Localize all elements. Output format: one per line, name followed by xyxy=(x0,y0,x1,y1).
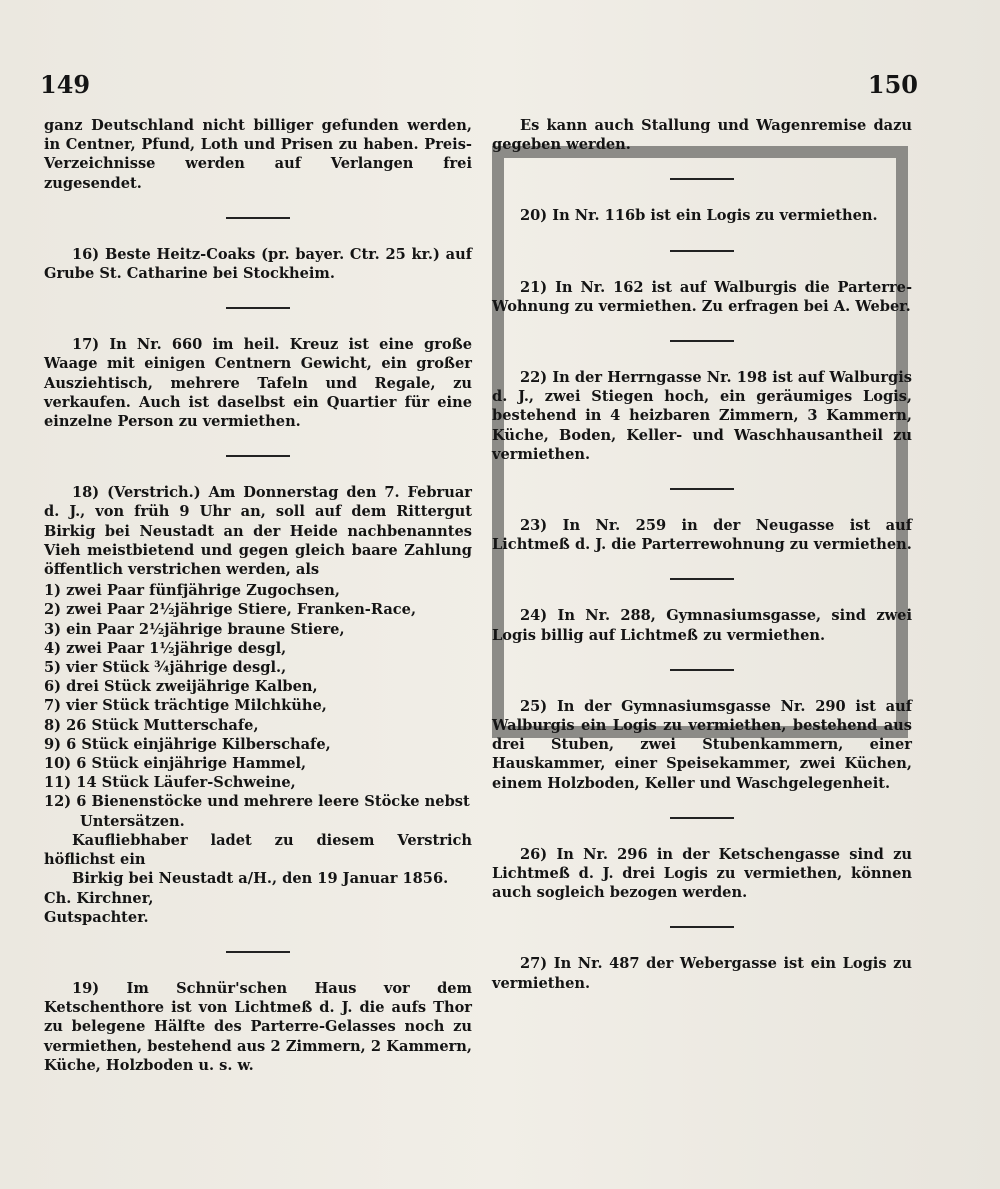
list-item: 5) vier Stück ¾jährige desgl., xyxy=(44,659,287,677)
separator xyxy=(670,178,734,180)
separator xyxy=(670,817,734,819)
separator xyxy=(670,488,734,490)
ad-19: 19) Im Schnür'schen Haus vor dem Ketschenthore ist von Lichtmeß d. J. die aufs Thor zu belegene Hälfte des Parterre-Gelasses noch zu vermiethen, bestehend aus 2 Zimmern, 2 Kammern, Küche, Holzboden u. s. w. xyxy=(44,979,472,1074)
list-item: 3) ein Paar 2½jährige braune Stiere, xyxy=(44,620,345,638)
ad-23: 23) In Nr. 259 in der Neugasse ist auf Lichtmeß d. J. die Parterrewohnung zu vermiethen. xyxy=(492,517,912,554)
ad-17: 17) In Nr. 660 im heil. Kreuz ist eine große Waage mit einigen Centnern Gewicht, ein großer Ausziehtisch, mehrere Tafeln und Regale, zu verkaufen. Auch ist daselbst ein Quartier für eine einzelne Person zu vermiethen. xyxy=(44,336,472,431)
ad-21: 21) In Nr. 162 ist auf Walburgis die Parterre-Wohnung zu vermiethen. Zu erfragen bei A. Weber. xyxy=(492,278,912,315)
ad-16: 16) Beste Heitz-Coaks (pr. bayer. Ctr. 25 kr.) auf Grube St. Catharine bei Stockheim. xyxy=(44,245,472,283)
list-item: 8) 26 Stück Mutterschafe, xyxy=(44,716,259,734)
livestock-list xyxy=(44,581,472,831)
ad-22: 22) In der Herrngasse Nr. 198 ist auf Walburgis d. J., zwei Stiegen hoch, ein geräumiges Logis, bestehend in 4 heizbaren Zimmern, 3 Kammern, Küche, Boden, Keller- und Waschhausantheil zu vermiethen. xyxy=(492,369,912,463)
list-item: 10) 6 Stück einjährige Hammel, xyxy=(44,755,307,773)
intro-paragraph: Es kann auch Stallung und Wagenremise dazu gegeben werden. xyxy=(492,117,912,154)
separator xyxy=(226,951,290,953)
separator xyxy=(670,926,734,928)
page-number-right: 150 xyxy=(867,70,918,99)
intro-paragraph: ganz Deutschland nicht billiger gefunden werden, in Centner, Pfund, Loth und Prisen zu haben. Preis-Verzeichnisse werden auf Verlangen frei zugesendet. xyxy=(44,117,472,192)
separator xyxy=(670,578,734,580)
list-item: 4) zwei Paar 1½jährige desgl, xyxy=(44,639,287,657)
list-item: Untersätzen. xyxy=(80,812,185,830)
list-item: 11) 14 Stück Läufer-Schweine, xyxy=(44,774,296,792)
list-item: 7) vier Stück trächtige Milchkühe, xyxy=(44,697,327,715)
separator xyxy=(226,455,290,457)
ad-18-signature-title: Gutspachter. xyxy=(44,908,149,926)
ad-20: 20) In Nr. 116b ist ein Logis zu vermiethen. xyxy=(520,207,878,225)
ad-18-closing: Kaufliebhaber ladet zu diesem Verstrich höflichst ein xyxy=(44,831,472,869)
list-item: 9) 6 Stück einjährige Kilberschafe, xyxy=(44,735,331,753)
list-item: 2) zwei Paar 2½jährige Stiere, Franken-Race, xyxy=(44,601,417,619)
separator xyxy=(670,340,734,342)
ad-18-signature-name: Ch. Kirchner, xyxy=(44,889,154,907)
separator xyxy=(670,669,734,671)
list-item: 12) 6 Bienenstöcke und mehrere leere Stöcke nebst xyxy=(44,793,470,811)
ad-27: 27) In Nr. 487 der Webergasse ist ein Logis zu vermiethen. xyxy=(492,955,912,992)
separator xyxy=(226,307,290,309)
ad-18-text: 18) (Verstrich.) Am Donnerstag den 7. Februar d. J., von früh 9 Uhr an, soll auf dem Rittergut Birkig bei Neustadt an der Heide nachbenanntes Vieh meistbietend und gegen gleich baare Zahlung öffentlich verstrichen werden, als xyxy=(44,484,472,579)
ad-18-place-date: Birkig bei Neustadt a/H., den 19 Januar 1856. xyxy=(72,870,449,888)
list-item: 1) zwei Paar fünfjährige Zugochsen, xyxy=(44,582,340,600)
ad-26: 26) In Nr. 296 in der Ketschengasse sind zu Lichtmeß d. J. drei Logis zu vermiethen, können auch sogleich bezogen werden. xyxy=(492,845,912,902)
ad-25: 25) In der Gymnasiumsgasse Nr. 290 ist auf Walburgis ein Logis zu vermiethen, bestehend aus drei Stuben, zwei Stubenkammern, einer Hauskammer, einer Speisekammer, zwei Küchen, einem Holzboden, Keller und Waschgelegenheit. xyxy=(492,697,912,792)
page-number-left: 149 xyxy=(40,70,91,99)
right-column xyxy=(492,116,912,993)
separator xyxy=(670,250,734,252)
list-item: 6) drei Stück zweijährige Kalben, xyxy=(44,678,318,696)
separator xyxy=(226,217,290,219)
ad-24: 24) In Nr. 288, Gymnasiumsgasse, sind zwei Logis billig auf Lichtmeß zu vermiethen. xyxy=(492,607,912,644)
left-column xyxy=(44,116,472,1075)
